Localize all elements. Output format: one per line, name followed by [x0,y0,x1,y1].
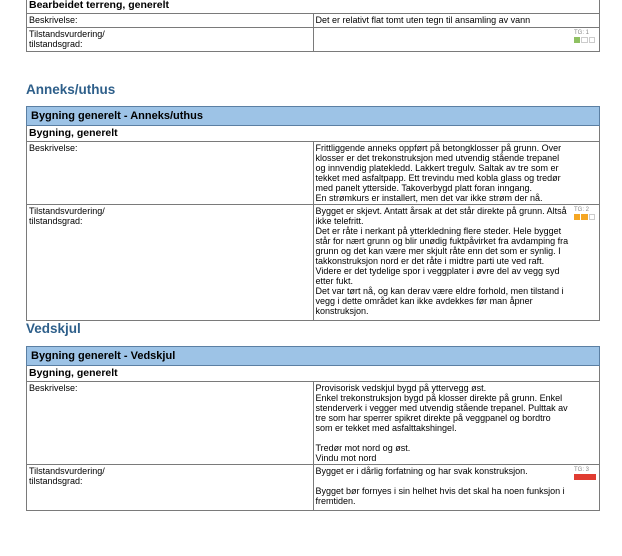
tg-indicator-1 [574,30,596,43]
condition-cell [313,28,600,52]
paragraph: Tredør mot nord og øst. [315,443,411,453]
condition-label: Tilstandsvurdering/ tilstandsgrad: [27,28,314,52]
description-label: Beskrivelse: [27,14,314,28]
woodshed-table-block [26,346,600,511]
paragraph: Frittliggende anneks oppført på betongklosser på grunn. Over klosser er det trekonstruksjon med utvendig stående trepanel og innvendig platekledd. Lakkert tregulv. Saltak av tre som er tekket med asfaltpapp. Ett trevindu med kobla glass og tredør med panelt ytterside. Takoverbygd platt foran inngang. [315,143,562,193]
tg-label: TG: 2 [574,207,590,213]
condition-text [313,205,600,321]
terrain-table [26,0,600,52]
table-subheading: Bygning, generelt [27,126,600,142]
section-title: Vedskjul [26,321,81,336]
description-text [313,142,600,205]
paragraph: Bygget bør fornyes i sin helhet hvis det skal ha noen funksjon i fremtiden. [315,486,565,506]
tg-segment-filled [581,214,587,220]
table-subheading: Bearbeidet terreng, generelt [27,0,600,14]
tg-indicator-2 [574,207,596,220]
section-bar: Bygning generelt - Anneks/uthus [27,107,600,126]
annex-table [26,106,600,321]
description-label: Beskrivelse: [27,382,314,465]
description-label: Beskrivelse: [27,142,314,205]
condition-label: Tilstandsvurdering/ tilstandsgrad: [27,465,314,511]
section-title: Anneks/uthus [26,82,116,97]
paragraph: Bygget er skjevt. Antatt årsak at det står direkte på grunn. Altså ikke telefritt. [315,206,567,226]
tg-segment-filled [574,474,596,480]
paragraph: En strømkurs er installert, men det var ikke strøm der nå. [315,193,543,203]
terrain-table-block [26,0,600,52]
paragraph: Det var tørt nå, og kan derav være eldre forhold, men tilstand i vegg i dette området kan ikke avdekkes før man åpner konstruksjon. [315,286,564,316]
description-text: Det er relativt flat tomt uten tegn til ansamling av vann [313,14,600,28]
paragraph: Provisorisk vedskjul bygd på yttervegg øst. [315,383,487,393]
description-text [313,382,600,465]
paragraph: Det er råte i nerkant på ytterkledning flere steder. Hele bygget står for nært grunn og blir unødig fuktpåvirket fra avdamping fra grunn og det kan være mer skjult råte enn det som er synlig. I takkonstruksjon nord er det råte i midtre parti ute ved raft. Videre er det tydelige spor i veggplater i øvre del av vegg syd etter fukt. [315,226,569,286]
condition-text [313,465,600,511]
tg-segment-empty [589,214,595,220]
tg-indicator-3 [574,467,596,480]
paragraph: Vindu mot nord [315,453,377,463]
condition-label: Tilstandsvurdering/ tilstandsgrad: [27,205,314,321]
annex-table-block [26,106,600,321]
paragraph-gap [316,476,570,486]
section-bar: Bygning generelt - Vedskjul [27,347,600,366]
tg-label: TG: 3 [574,467,590,473]
tg-label: TG: 1 [574,30,590,36]
tg-segment-filled [574,214,580,220]
paragraph: Bygget er i dårlig forfatning og har svak konstruksjon. [315,466,528,476]
tg-segment-empty [581,37,587,43]
tg-segment-filled [574,37,580,43]
tg-bar [574,474,596,480]
woodshed-table [26,346,600,511]
tg-segment-empty [589,37,595,43]
tg-bar [574,214,596,220]
table-subheading: Bygning, generelt [27,366,600,382]
paragraph: Enkel trekonstruksjon bygd på klosser direkte på grunn. Enkel stenderverk i vegger med utvendig stående trepanel. Pulttak av tre som har sperrer spikret direkte på veggpanel og bordtro som er tekket med asfalttakshingel. [315,393,568,433]
paragraph-gap [316,433,570,443]
tg-bar [574,37,596,43]
